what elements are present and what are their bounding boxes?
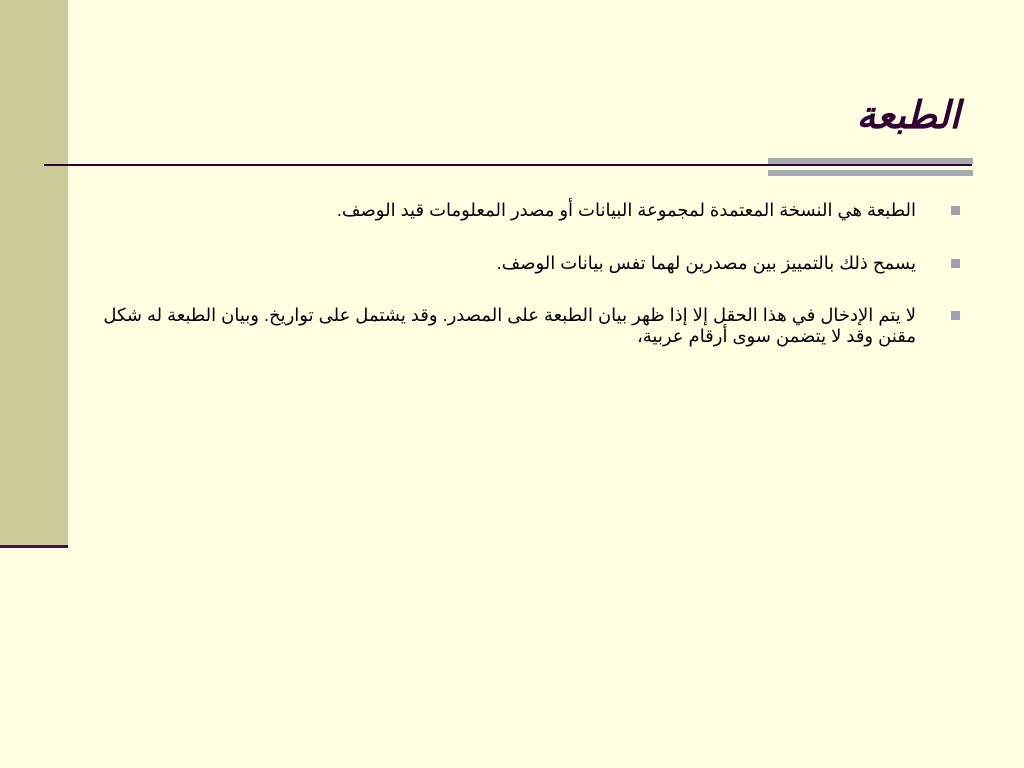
bullet-item bbox=[80, 253, 940, 274]
bullet-square-icon bbox=[951, 311, 960, 320]
bullet-list bbox=[80, 200, 940, 379]
bullet-item bbox=[80, 305, 940, 346]
bullet-text: لا يتم الإدخال في هذا الحقل إلا إذا ظهر بيان الطبعة على المصدر. وقد يشتمل على تواريخ. وبيان الطبعة له شكل مقنن وقد لا يتضمن سوى أرقام عربية، bbox=[103, 305, 916, 347]
bullet-item bbox=[80, 200, 940, 221]
accent-bar-top bbox=[768, 158, 973, 164]
title-divider-accent bbox=[768, 158, 973, 178]
bullet-square-icon bbox=[951, 259, 960, 268]
left-band-underline bbox=[0, 545, 68, 548]
bullet-text: الطبعة هي النسخة المعتمدة لمجموعة البيانات أو مصدر المعلومات قيد الوصف. bbox=[336, 200, 916, 220]
bullet-text: يسمح ذلك بالتمييز بين مصدرين لهما تفس بيانات الوصف. bbox=[496, 252, 916, 273]
slide-title: الطبعة bbox=[856, 92, 960, 137]
accent-bar-bottom bbox=[768, 170, 973, 176]
left-decorative-band bbox=[0, 0, 68, 546]
bullet-square-icon bbox=[951, 206, 960, 215]
